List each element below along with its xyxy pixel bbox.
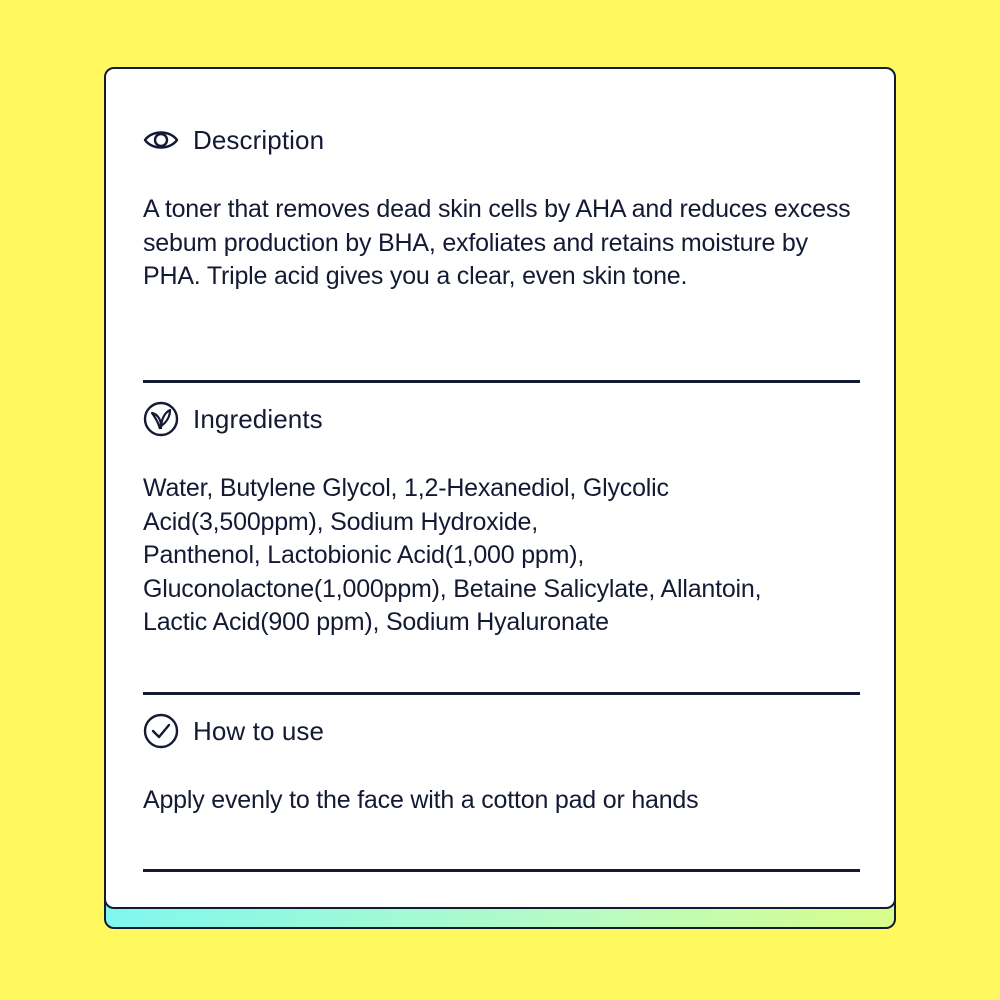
description-section <box>143 121 860 294</box>
product-info-card <box>104 67 896 909</box>
ingredients-header <box>143 400 860 438</box>
ingredients-line: Acid(3,500ppm), Sodium Hydroxide, <box>143 507 538 536</box>
leaf-icon <box>143 401 179 437</box>
how-to-use-section <box>143 712 860 818</box>
check-circle-icon <box>143 713 179 749</box>
divider <box>143 692 860 695</box>
ingredients-section <box>143 400 860 640</box>
ingredients-line: Panthenol, Lactobionic Acid(1,000 ppm), <box>143 541 585 570</box>
how-to-use-text: Apply evenly to the face with a cotton pad or hands <box>143 786 699 814</box>
ingredients-text <box>143 472 860 640</box>
ingredients-line: Gluconolactone(1,000ppm), Betaine Salicylate, Allantoin, <box>143 574 762 603</box>
eye-icon <box>143 122 179 158</box>
description-header <box>143 121 860 159</box>
ingredients-line: Lactic Acid(900 ppm), Sodium Hyaluronate <box>143 608 609 637</box>
how-to-use-header <box>143 712 860 750</box>
description-text: A toner that removes dead skin cells by AHA and reduces excess sebum production by BHA, exfoliates and retains moisture by PHA. Triple acid gives you a clear, even skin tone. <box>143 195 851 291</box>
ingredients-line: Water, Butylene Glycol, 1,2-Hexanediol, Glycolic <box>143 474 669 502</box>
description-title: Description <box>193 125 325 155</box>
divider <box>143 380 860 383</box>
how-to-use-title: How to use <box>193 716 325 746</box>
ingredients-title: Ingredients <box>193 404 323 434</box>
divider <box>143 869 860 872</box>
